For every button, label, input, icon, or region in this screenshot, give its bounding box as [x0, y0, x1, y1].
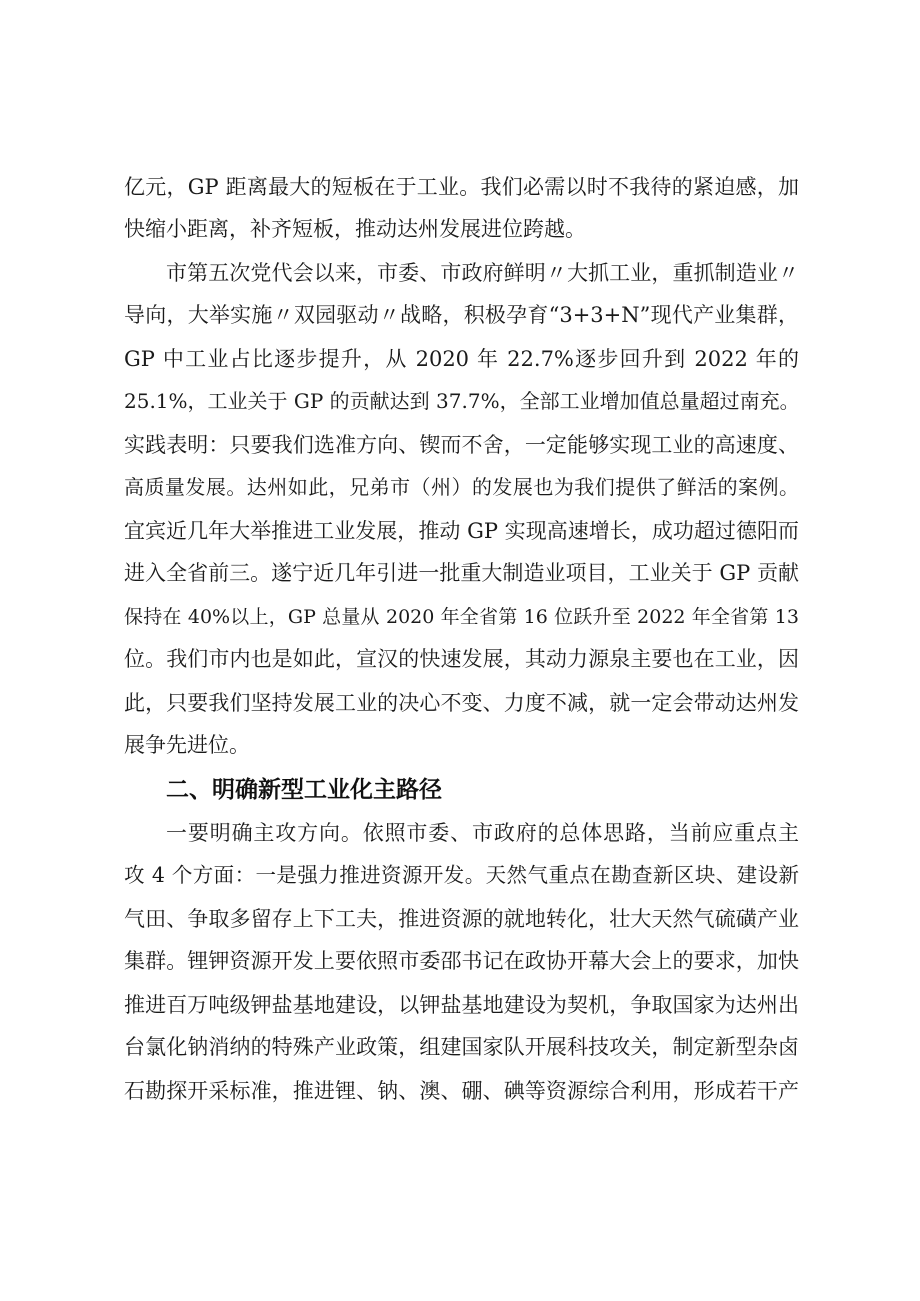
para3-line-1: 一要明确主攻方向。依照市委、市政府的总体思路，当前应重点主: [166, 821, 799, 845]
para2-line-8: 进入全省前三。遂宁近几年引进一批重大制造业项目，工业关于 GP 贡献: [124, 561, 799, 585]
para2-line-6: 高质量发展。达州如此，兄弟市（州）的发展也为我们提供了鲜活的案例。: [124, 475, 799, 499]
para2-line-3: GP 中工业占比逐步提升，从 2020 年 22.7%逐步回升到 2022 年的: [124, 347, 799, 371]
para2-line-4: 25.1%，工业关于 GP 的贡献达到 37.7%，全部工业增加值总量超过南充。: [124, 389, 800, 413]
para3-line-2: 攻 4 个方面：一是强力推进资源开发。天然气重点在勘查新区块、建设新: [124, 863, 799, 887]
para3-line-4: 集群。锂钾资源开发上要依照市委邵书记在政协开幕大会上的要求，加快: [124, 949, 799, 973]
para2-line-7: 宜宾近几年大举推进工业发展，推动 GP 实现高速增长，成功超过德阳而: [124, 519, 799, 543]
para2-line-1: 市第五次党代会以来，市委、市政府鲜明〃大抓工业，重抓制造业〃: [166, 261, 799, 285]
para2-line-12: 展争先进位。: [124, 733, 250, 757]
para2-line-5: 实践表明：只要我们选准方向、锲而不舍，一定能够实现工业的高速度、: [124, 433, 799, 457]
para2-line-10: 位。我们市内也是如此，宣汉的快速发展，其动力源泉主要也在工业，因: [124, 647, 799, 671]
para3-line-7: 石勘探开采标准，推进锂、钠、澳、硼、碘等资源综合利用，形成若干产: [124, 1079, 799, 1103]
para1-line-2: 快缩小距离，补齐短板，推动达州发展进位跨越。: [124, 217, 586, 241]
para2-line-11: 此，只要我们坚持发展工业的决心不变、力度不减，就一定会带动达州发: [124, 691, 799, 715]
section-heading: 二、明确新型工业化主路径: [166, 777, 442, 803]
para3-line-3: 气田、争取多留存上下工夫，推进资源的就地转化，壮大天然气硫磺产业: [124, 907, 799, 931]
para2-line-9: 保持在 40%以上，GP 总量从 2020 年全省第 16 位跃升至 2022 年全省第 13: [124, 606, 799, 628]
para2-line-2: 导向，大举实施〃双园驱动〃战略，积极孕育“3+3+N”现代产业集群，: [124, 303, 799, 327]
para1-line-1: 亿元，GP 距离最大的短板在于工业。我们必需以时不我待的紧迫感，加: [124, 175, 799, 199]
para3-line-6: 台氯化钠消纳的特殊产业政策，组建国家队开展科技攻关，制定新型杂卤: [124, 1035, 799, 1059]
para3-line-5: 推进百万吨级钾盐基地建设，以钾盐基地建设为契机，争取国家为达州出: [124, 993, 799, 1017]
